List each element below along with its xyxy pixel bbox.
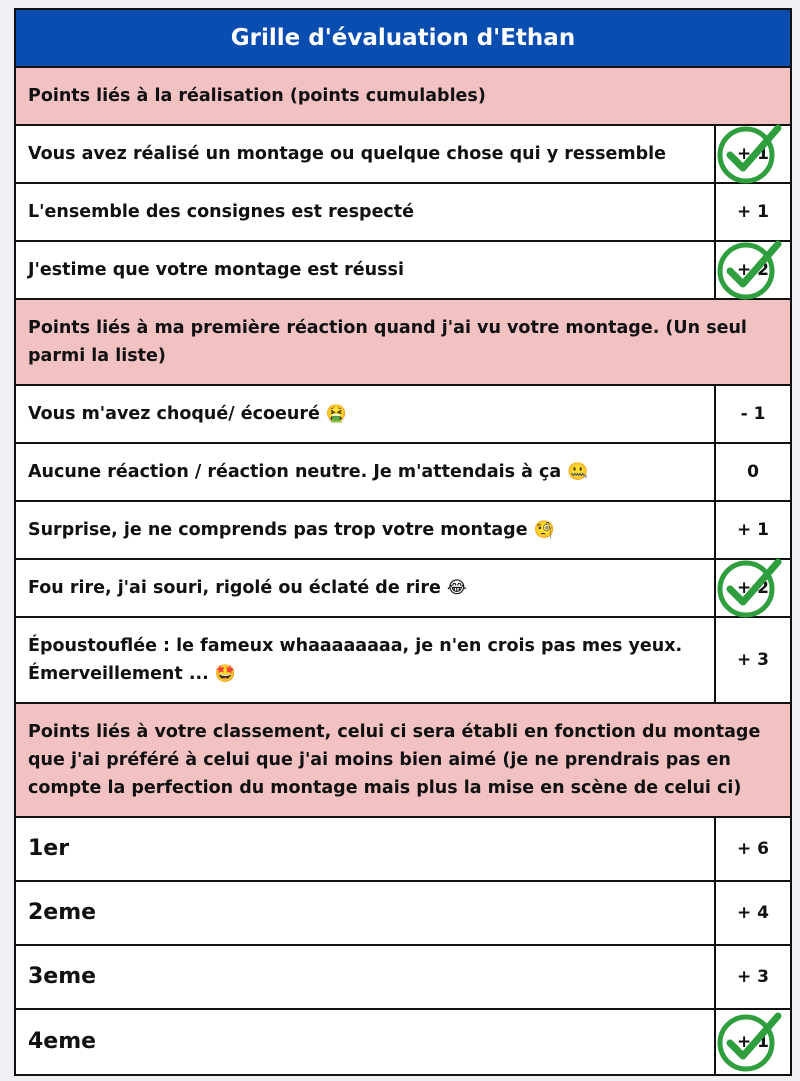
points-value: + 2 <box>737 578 769 598</box>
section-header-reaction: Points liés à ma première réaction quand j'ai vu votre montage. (Un seul parmi la liste) <box>16 300 790 386</box>
table-row <box>16 386 790 444</box>
points-cell <box>716 882 790 944</box>
table-row <box>16 184 790 242</box>
points-cell <box>716 818 790 880</box>
rank-label: 1er <box>16 818 716 880</box>
criterion-label <box>16 560 716 616</box>
table-row <box>16 502 790 560</box>
star-struck-face-icon: 🤩 <box>214 664 236 684</box>
rank-label: 2eme <box>16 882 716 944</box>
table-row <box>16 946 790 1010</box>
monocle-face-icon: 🧐 <box>533 520 555 540</box>
points-value: 0 <box>747 462 759 482</box>
points-value: + 6 <box>737 839 769 859</box>
criterion-text: Surprise, je ne comprends pas trop votre montage <box>28 520 528 540</box>
table-row <box>16 882 790 946</box>
criterion-text: Aucune réaction / réaction neutre. Je m'attendais à ça <box>28 462 562 482</box>
points-cell <box>716 560 790 616</box>
rank-label: 3eme <box>16 946 716 1008</box>
criterion-label: J'estime que votre montage est réussi <box>16 242 716 298</box>
points-value: + 2 <box>737 260 769 280</box>
grid-title: Grille d'évaluation d'Ethan <box>16 10 790 68</box>
section-header-realisation: Points liés à la réalisation (points cumulables) <box>16 68 790 126</box>
table-row <box>16 1010 790 1074</box>
table-row <box>16 242 790 300</box>
points-value: + 3 <box>737 650 769 670</box>
vomiting-face-icon: 🤮 <box>325 404 347 424</box>
points-value: + 1 <box>737 144 769 164</box>
zipper-mouth-face-icon: 🤐 <box>567 462 589 482</box>
points-value: + 3 <box>737 967 769 987</box>
rank-label: 4eme <box>16 1010 716 1074</box>
criterion-label <box>16 386 716 442</box>
points-cell <box>716 386 790 442</box>
tears-of-joy-face-icon: 😂 <box>446 578 467 598</box>
points-value: + 4 <box>737 903 769 923</box>
table-row <box>16 618 790 704</box>
section-header-classement: Points liés à votre classement, celui ci sera établi en fonction du montage que j'ai préféré à celui que j'ai moins bien aimé (je ne prendrais pas en compte la perfection du montage mais plus la mise en scène de celui ci) <box>16 704 790 818</box>
points-cell <box>716 242 790 298</box>
criterion-text-inner: Époustouflée : le fameux whaaaaaaaa, je n'en crois pas mes yeux. Émerveillement ... <box>28 636 683 684</box>
criterion-label <box>16 618 716 702</box>
criterion-label: L'ensemble des consignes est respecté <box>16 184 716 240</box>
table-row <box>16 126 790 184</box>
evaluation-grid <box>14 8 792 1076</box>
criterion-text: Vous m'avez choqué/ écoeuré <box>28 404 320 424</box>
criterion-label <box>16 502 716 558</box>
table-row <box>16 818 790 882</box>
points-cell <box>716 1010 790 1074</box>
criterion-label: Vous avez réalisé un montage ou quelque chose qui y ressemble <box>16 126 716 182</box>
points-value: + 1 <box>737 202 769 222</box>
points-cell <box>716 618 790 702</box>
points-cell <box>716 184 790 240</box>
points-cell <box>716 126 790 182</box>
criterion-label <box>16 444 716 500</box>
points-value: + 1 <box>737 1032 769 1052</box>
points-cell <box>716 444 790 500</box>
table-row <box>16 560 790 618</box>
points-cell <box>716 946 790 1008</box>
points-cell <box>716 502 790 558</box>
table-row <box>16 444 790 502</box>
points-value: - 1 <box>740 404 766 424</box>
points-value: + 1 <box>737 520 769 540</box>
criterion-text: Fou rire, j'ai souri, rigolé ou éclaté de rire <box>28 578 441 598</box>
criterion-text <box>28 632 702 688</box>
